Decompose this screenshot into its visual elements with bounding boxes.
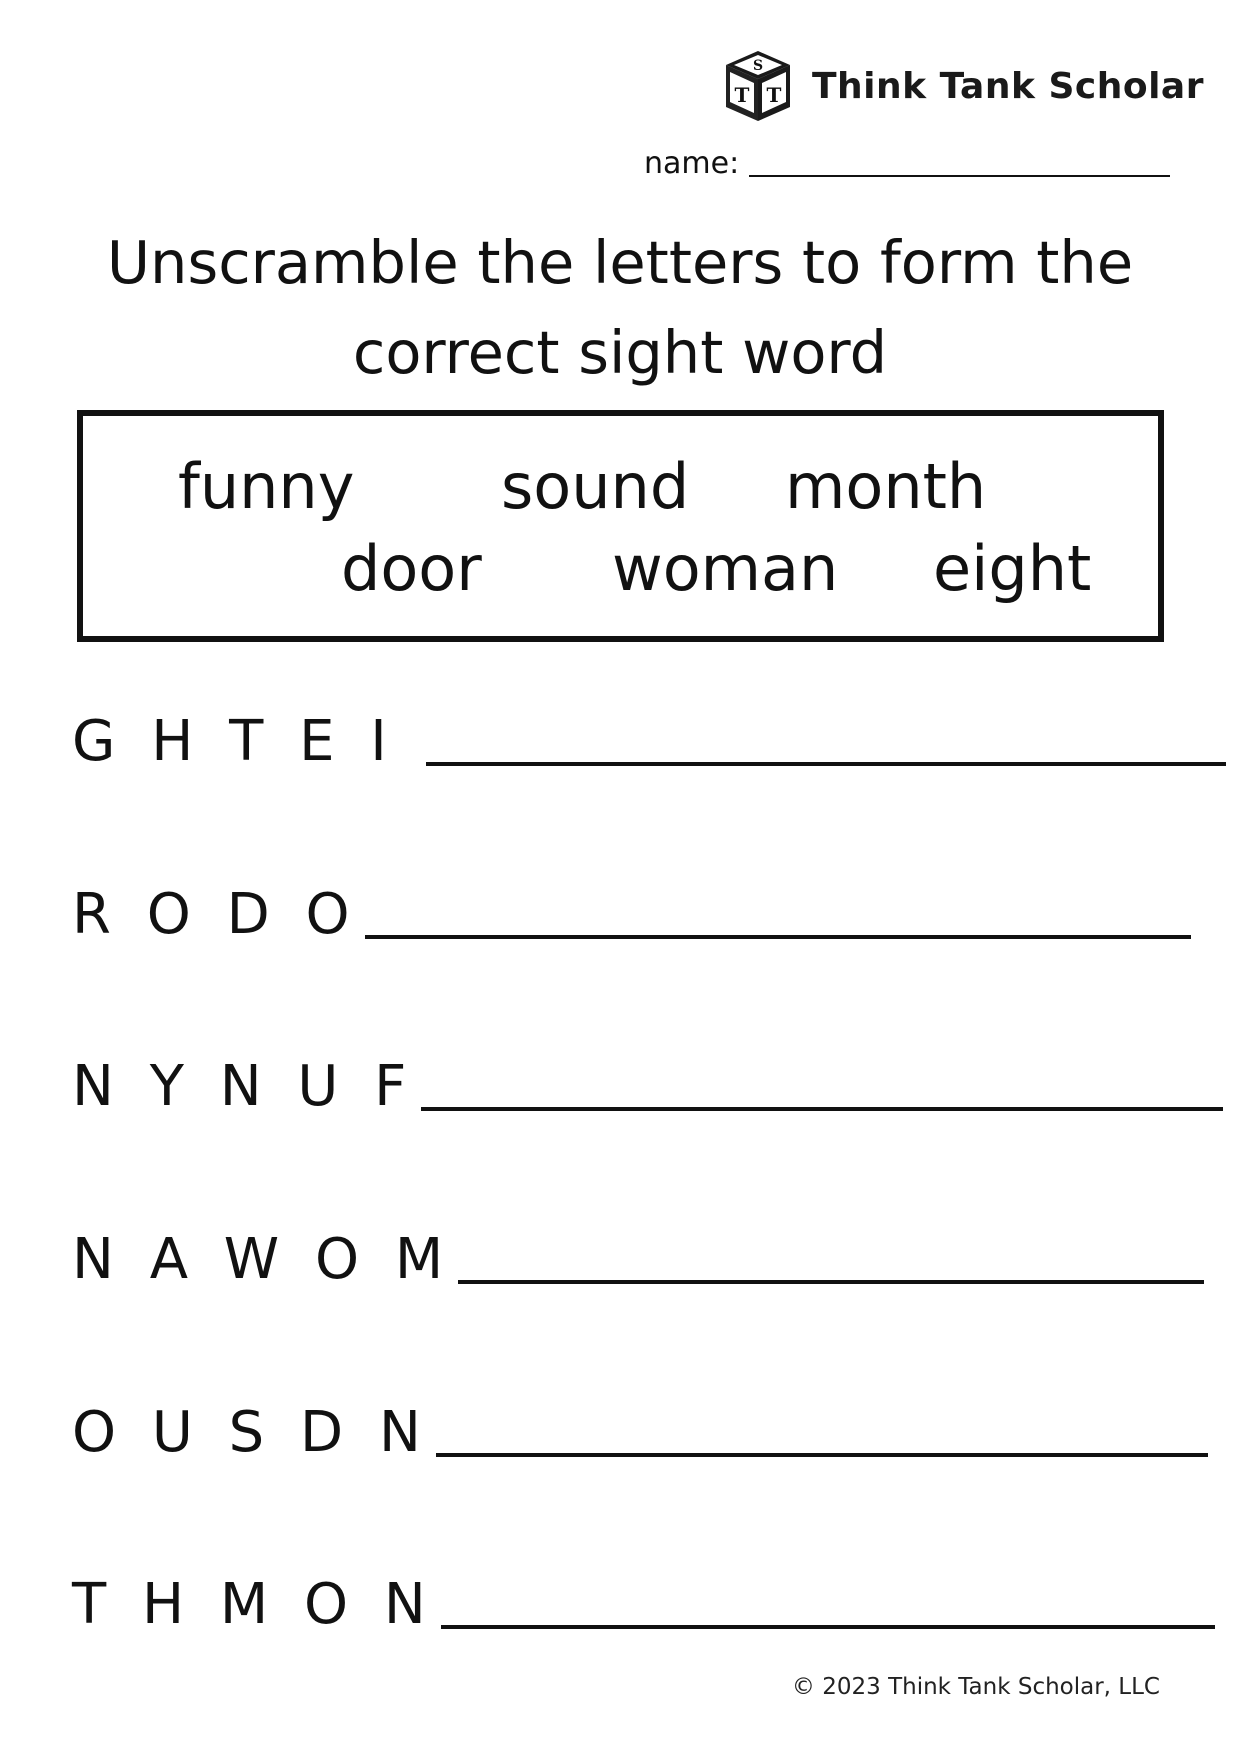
answer-line[interactable] [426,752,1226,766]
word-bank-item: woman [612,532,839,605]
word-bank-item: funny [178,450,355,523]
title-line-1: Unscramble the letters to form the [106,228,1134,297]
scramble-row [72,875,1191,945]
answer-line[interactable] [365,925,1191,939]
brand-header [724,46,1204,126]
word-bank-item: eight [933,532,1092,605]
scrambled-letters: G H T E I [72,709,396,774]
scrambled-letters: N A W O M [72,1227,453,1292]
scramble-row [72,1220,1204,1290]
logo-letter-top: S [752,58,764,74]
scrambled-letters: N Y N U F [72,1054,416,1119]
scramble-row [72,1393,1208,1463]
scramble-row [72,702,1226,772]
scrambled-letters: T H M O N [72,1572,435,1637]
scrambled-letters: R O D O [72,882,359,947]
answer-line[interactable] [421,1097,1223,1111]
name-field [644,146,1170,181]
worksheet-title [50,218,1190,398]
word-bank-item: sound [501,450,690,523]
copyright-footer: © 2023 Think Tank Scholar, LLC [791,1674,1160,1700]
word-bank-item: door [341,532,482,605]
answer-line[interactable] [436,1443,1208,1457]
answer-line[interactable] [458,1270,1204,1284]
logo-letter-right: T [766,83,782,107]
name-label: name: [644,146,740,181]
answer-line[interactable] [441,1615,1215,1629]
word-bank-box [77,410,1164,642]
title-line-2: correct sight word [352,318,888,387]
scramble-row [72,1565,1215,1635]
name-blank-line[interactable] [749,147,1170,177]
tts-dice-logo-icon [724,49,792,123]
brand-name: Think Tank Scholar [812,65,1204,107]
scrambled-letters: O U S D N [72,1400,430,1465]
logo-letter-left: T [734,83,750,107]
scramble-row [72,1047,1223,1117]
word-bank-item: month [785,450,987,523]
